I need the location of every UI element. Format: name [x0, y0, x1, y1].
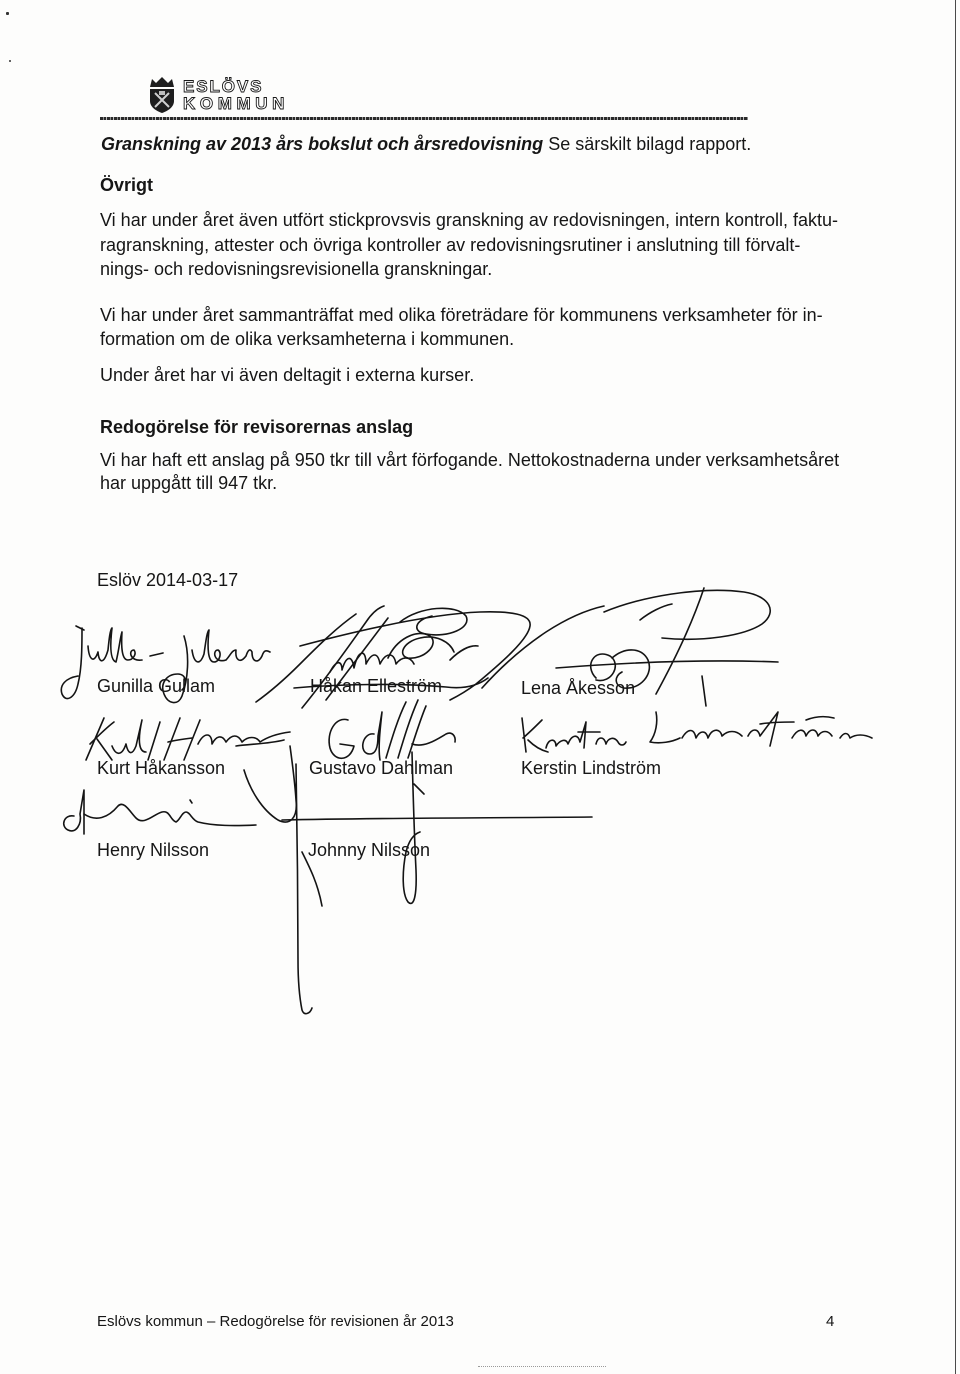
- signature-stroke: [450, 646, 478, 660]
- signature-stroke: [190, 800, 192, 803]
- signature-stroke: [840, 734, 872, 739]
- signatory-name: Håkan Elleström: [310, 676, 443, 696]
- audit-reference-line: [101, 133, 751, 155]
- signature-stroke: [702, 676, 706, 706]
- signature-stroke: [64, 790, 84, 834]
- scan-speck: [9, 60, 11, 62]
- signatory-name: Kerstin Lindström: [521, 758, 662, 778]
- paragraph-line: nings- och redovisningsrevisionella granskningar.: [100, 259, 493, 279]
- scan-edge-line: [955, 0, 956, 1374]
- signature-stroke: [640, 604, 672, 620]
- signature-stroke: [682, 730, 742, 738]
- signature-stroke: [596, 738, 626, 745]
- signature-stroke: [90, 722, 114, 744]
- signatory-name: Kurt Håkansson: [97, 758, 226, 778]
- signature-stroke: [400, 608, 467, 635]
- signature-stroke: [482, 606, 604, 688]
- signature-stroke: [792, 717, 834, 738]
- coat-of-arms-icon: [147, 76, 177, 113]
- signature-gustavo: [329, 700, 455, 760]
- signature-kerstin: [522, 712, 872, 752]
- signatory-name: Henry Nilsson: [97, 840, 210, 860]
- signature-stroke: [76, 626, 84, 630]
- signature-stroke: [296, 764, 312, 1014]
- signatory-name: Johnny Nilsson: [308, 840, 431, 860]
- signatory-name: Lena Åkesson: [521, 678, 636, 698]
- signature-henry: [64, 790, 256, 834]
- signature-stroke: [748, 712, 794, 746]
- paragraph-line: Vi har haft ett anslag på 950 tkr till vårt förfogande. Nettokostnaderna under verksamhetsåret: [100, 450, 840, 470]
- shield-detail: [159, 91, 165, 95]
- signature-stroke: [363, 712, 382, 760]
- place-date: Eslöv 2014-03-17: [97, 570, 239, 590]
- page-number: 4: [826, 1313, 835, 1330]
- signature-stroke: [329, 719, 354, 758]
- paragraph-line: Vi har under året även utfört stickprovsvis granskning av redovisningen, intern kontroll, faktu-: [100, 210, 839, 230]
- signature-johnny: [244, 746, 592, 1014]
- logo-name-line1: ESLÖVS: [183, 77, 264, 96]
- signature-stroke: [198, 732, 290, 744]
- paragraph-line: Under året har vi även deltagit i externa kurser.: [100, 365, 475, 385]
- signature-stroke: [650, 712, 680, 743]
- signature-stroke: [148, 722, 160, 760]
- section-heading-other: Övrigt: [100, 175, 154, 195]
- footer-text: Eslövs kommun – Redogörelse för revisionen år 2013: [97, 1313, 454, 1330]
- crown-shape: [150, 77, 174, 87]
- signature-stroke: [656, 588, 704, 694]
- signature-stroke: [556, 661, 778, 668]
- signature-stroke: [86, 718, 104, 760]
- signature-stroke: [414, 784, 424, 794]
- paragraph-line: Vi har under året sammanträffat med olika företrädare för kommunens verksamheter för in-: [100, 305, 823, 325]
- logo-name-line2: KOMMUN: [183, 94, 289, 113]
- signature-stroke: [522, 718, 548, 752]
- signature-stroke: [604, 590, 770, 639]
- signature-stroke: [236, 740, 284, 746]
- signature-stroke: [164, 718, 200, 760]
- paragraph-line: ragranskning, attester och övriga kontroller av redovisningsrutiner i anslutning till förvalt-: [100, 235, 801, 255]
- signature-stroke: [112, 720, 146, 753]
- scan-artifact-line: [478, 1366, 606, 1367]
- paragraph-line: har uppgått till 947 tkr.: [100, 473, 278, 493]
- signature-stroke: [84, 804, 256, 825]
- signature-stroke: [88, 628, 142, 662]
- signature-stroke: [61, 628, 82, 699]
- signature-stroke: [388, 633, 454, 658]
- signature-stroke: [412, 733, 455, 745]
- signature-stroke: [330, 653, 414, 672]
- header-rule: [100, 117, 748, 120]
- signature-stroke: [244, 746, 296, 822]
- signatory-name: Gunilla Gullam: [97, 676, 216, 696]
- signature-stroke: [192, 630, 270, 662]
- signature-stroke: [150, 653, 163, 656]
- signature-stroke: [282, 817, 592, 820]
- signatory-name: Gustavo Dahlman: [309, 758, 454, 778]
- signature-stroke: [546, 722, 600, 748]
- audit-reference-title: Granskning av 2013 års bokslut och årsredovisning: [101, 134, 544, 154]
- signature-stroke: [386, 700, 426, 758]
- signature-kurt: [86, 718, 290, 760]
- paragraph-line: formation om de olika verksamheterna i kommunen.: [100, 329, 515, 349]
- scan-speck: [6, 12, 9, 15]
- audit-reference-note: Se särskilt bilagd rapport.: [548, 134, 752, 154]
- section-heading-allocation: Redogörelse för revisorernas anslag: [100, 417, 414, 437]
